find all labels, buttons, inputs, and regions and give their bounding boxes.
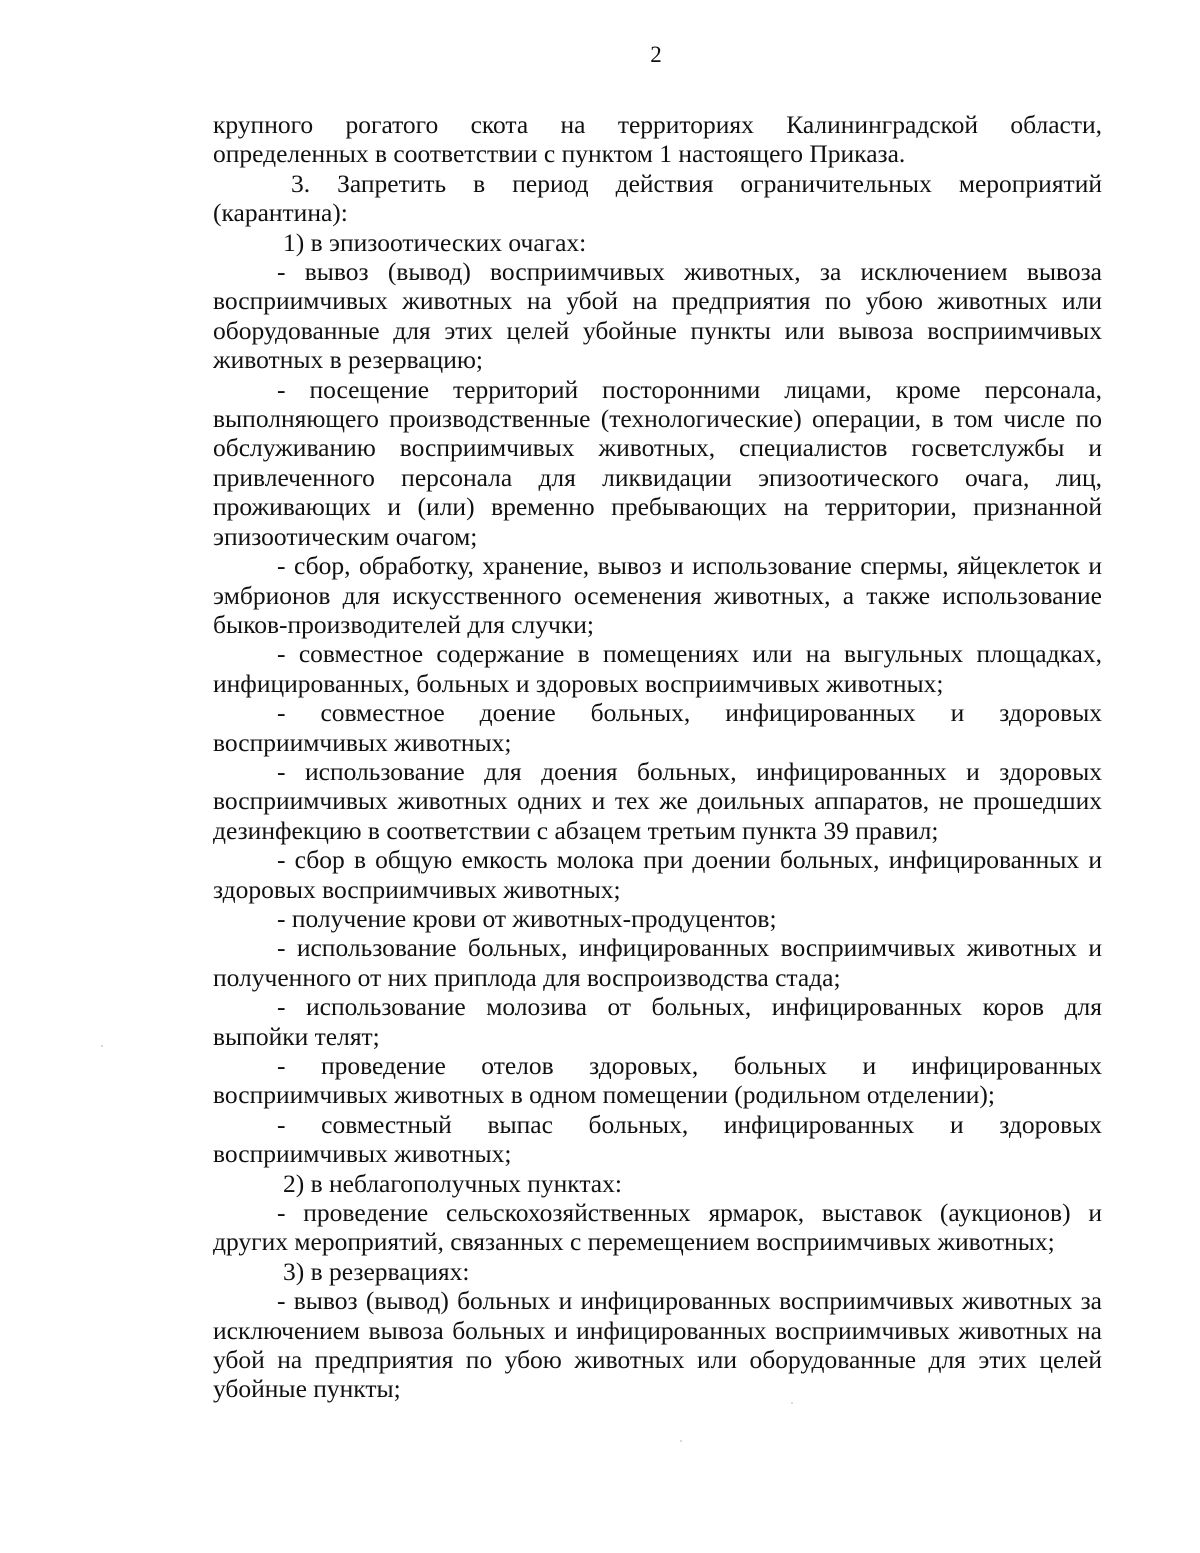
list-item: - вывоз (вывод) восприимчивых животных, за исключением вывоза восприимчивых животных на убой на предприятия по убою животных или оборудованные для этих целей убойные пункты или вывоза восприимчивых животных в резервацию;	[213, 257, 1102, 375]
list-item: - совместное содержание в помещениях или на выгульных площадках, инфицированных, больных и здоровых восприимчивых животных;	[213, 639, 1102, 698]
list-item: - сбор, обработку, хранение, вывоз и использование спермы, яйцеклеток и эмбрионов для искусственного осеменения животных, а также использование быков-производителей для случки;	[213, 551, 1102, 639]
list-item: - использование больных, инфицированных восприимчивых животных и полученного от них приплода для воспроизводства стада;	[213, 933, 1102, 992]
list-item: - получение крови от животных-продуцентов;	[277, 903, 777, 933]
list-item: - совместное доение больных, инфицированных и здоровых восприимчивых животных;	[213, 698, 1102, 757]
list-item: - совместный выпас больных, инфицированных и здоровых восприимчивых животных;	[213, 1109, 1102, 1169]
list-item: - вывоз (вывод) больных и инфицированных восприимчивых животных за исключением вывоза больных и инфицированных восприимчивых животных на убой на предприятия по убою животных или оборудованные для этих целей убойные пункты;	[213, 1286, 1102, 1404]
list-item: - использование для доения больных, инфицированных и здоровых восприимчивых животных одних и тех же доильных аппаратов, не прошедших дезинфекцию в соответствии с абзацем третьим пункта 39 правил;	[213, 756, 1102, 845]
list-item: - использование молозива от больных, инфицированных коров для выпойки телят;	[213, 992, 1102, 1051]
scan-speck	[101, 1045, 103, 1047]
item-3-heading: 3. Запретить в период действия ограничительных мероприятий (карантина):	[213, 168, 1102, 228]
subitem-1-heading: 1) в эпизоотических очагах:	[283, 227, 587, 257]
list-item: - проведение отелов здоровых, больных и инфицированных восприимчивых животных в одном помещении (родильном отделении);	[213, 1051, 1102, 1110]
document-body	[213, 110, 1102, 1404]
scan-speck	[791, 1402, 793, 1404]
page-number: 2	[650, 42, 662, 67]
subitem-3-heading: 3) в резервациях:	[283, 1256, 470, 1286]
subitem-2-heading: 2) в неблагополучных пунктах:	[283, 1168, 622, 1198]
list-item: - проведение сельскохозяйственных ярмарок, выставок (аукционов) и других мероприятий, связанных с перемещением восприимчивых животных;	[213, 1198, 1102, 1257]
scan-speck	[680, 1440, 682, 1442]
list-item: - сбор в общую емкость молока при доении больных, инфицированных и здоровых восприимчивых животных;	[213, 845, 1102, 904]
list-item: - посещение территорий посторонними лицами, кроме персонала, выполняющего производственные (технологические) операции, в том числе по обслуживанию восприимчивых животных, специалистов госветслужбы и привлеченного персонала для ликвидации эпизоотического очага, лиц, проживающих и (или) временно пребывающих на территории, признанной эпизоотическим очагом;	[213, 374, 1102, 551]
paragraph-continuation: крупного рогатого скота на территориях Калининградской области, определенных в соответствии с пунктом 1 настоящего Приказа.	[213, 110, 1102, 169]
